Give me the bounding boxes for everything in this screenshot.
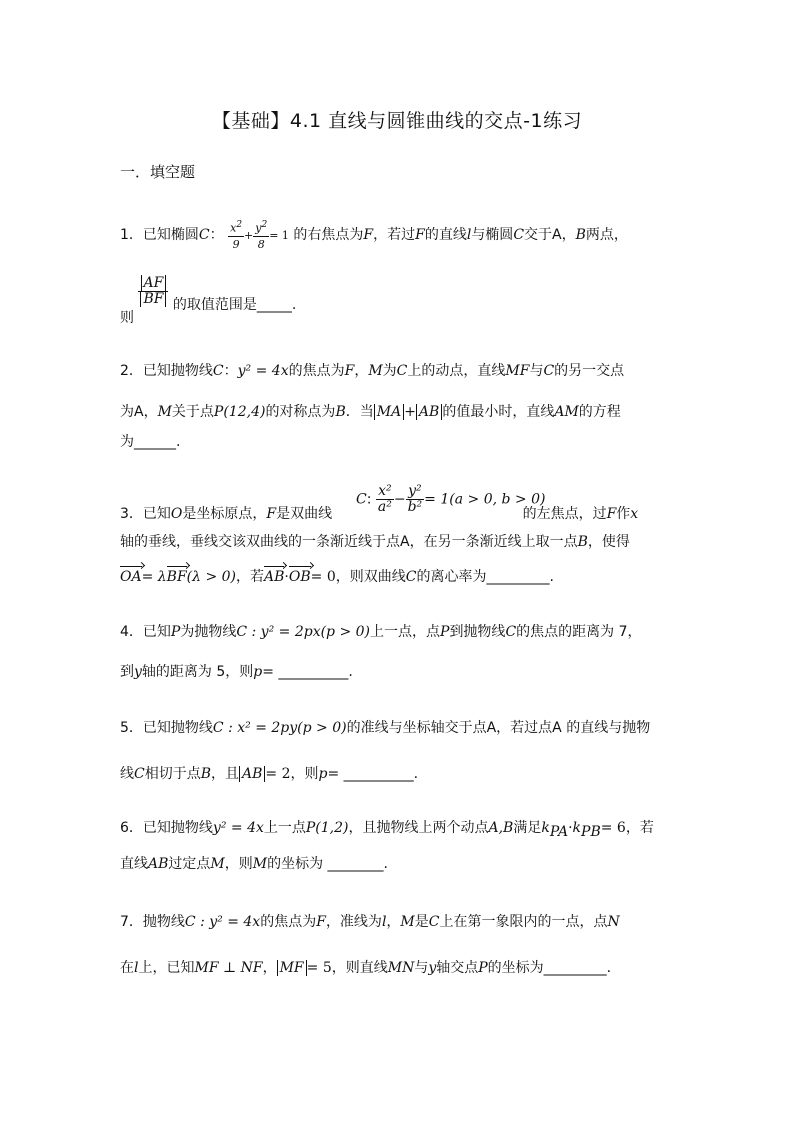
q5-line-2: 线C相切于点B，且 AB = 2，则p= __________. [120,766,419,782]
q2-line-3: 为______. [120,434,181,450]
q5-line-1: 5．已知抛物线C : x² = 2py(p > 0)的准线与坐标轴交于点A，若过点A 的直线与抛物 [120,720,651,736]
q3-line-3: OA= λBF(λ > 0)，若AB·OB= 0，则双曲线C的离心率为_________. [120,569,554,585]
af-bf-ratio: $\frac{AF}{BF}$ [138,276,168,307]
q6-line-2: 直线AB过定点M，则M的坐标为 ________. [120,856,388,872]
section-heading: 一．填空题 [120,163,196,181]
ellipse-y-term: $\frac{y^2}{8}$ [255,220,268,251]
page-title: 【基础】4.1 直线与圆锥曲线的交点-1练习 [211,110,583,132]
q2-line-1: 2．已知抛物线C：y² = 4x的焦点为F，M为C上的动点，直线MF与C的另一交点 [120,363,625,379]
q3-line-2: 轴的垂线，垂线交该双曲线的一条渐近线于点A，在另一条渐近线上取一点B，使得 [120,534,630,550]
q1-line-2: 则 $\frac{AF}{BF}$ 的取值范围是_____. [120,275,297,326]
q7-line-2: 在l上，已知MF ⊥ NF， MF = 5，则直线MN与y轴交点P的坐标为_________. [120,960,612,976]
q6-line-1: 6．已知抛物线y² = 4x上一点P(1,2)，且抛物线上两个动点A,B满足$k_{PA}\cdot k_{PB}= 6$，若 [120,820,654,840]
q3-line-1: 3．已知O是坐标原点，F是双曲线 的左焦点，过F作x [120,506,639,522]
q4-line-1: 4．已知P为抛物线C : y² = 2px(p > 0)上一点，点P到抛物线C的焦点的距离为 7， [120,624,642,640]
q2-line-2: 为A，M关于点P(12,4)的对称点为B．当 MA + AB 的值最小时，直线AM的方程 [120,404,621,420]
ellipse-x-term: $\frac{x^2}{9}$ [230,220,243,251]
q3-hyperbola-equation: C: $\frac{\text{x²}}{\text{a²}}$ − $\frac{\text{y²}}{\text{b²}}$ = 1(a > 0, b > 0) [356,483,546,515]
q4-line-2: 到y轴的距离为 5，则p= __________. [120,664,353,680]
q1-line-1: 1．已知椭圆C： $\frac{x^2}{9}$ + $\frac{y^2}{8}$ = 1 的右焦点为F，若过F的直线l与椭圆C交于A，B两点， [120,220,628,251]
q7-line-1: 7．抛物线C : y² = 4x的焦点为F，准线为l，M是C上在第一象限内的一点，点N [120,914,620,930]
